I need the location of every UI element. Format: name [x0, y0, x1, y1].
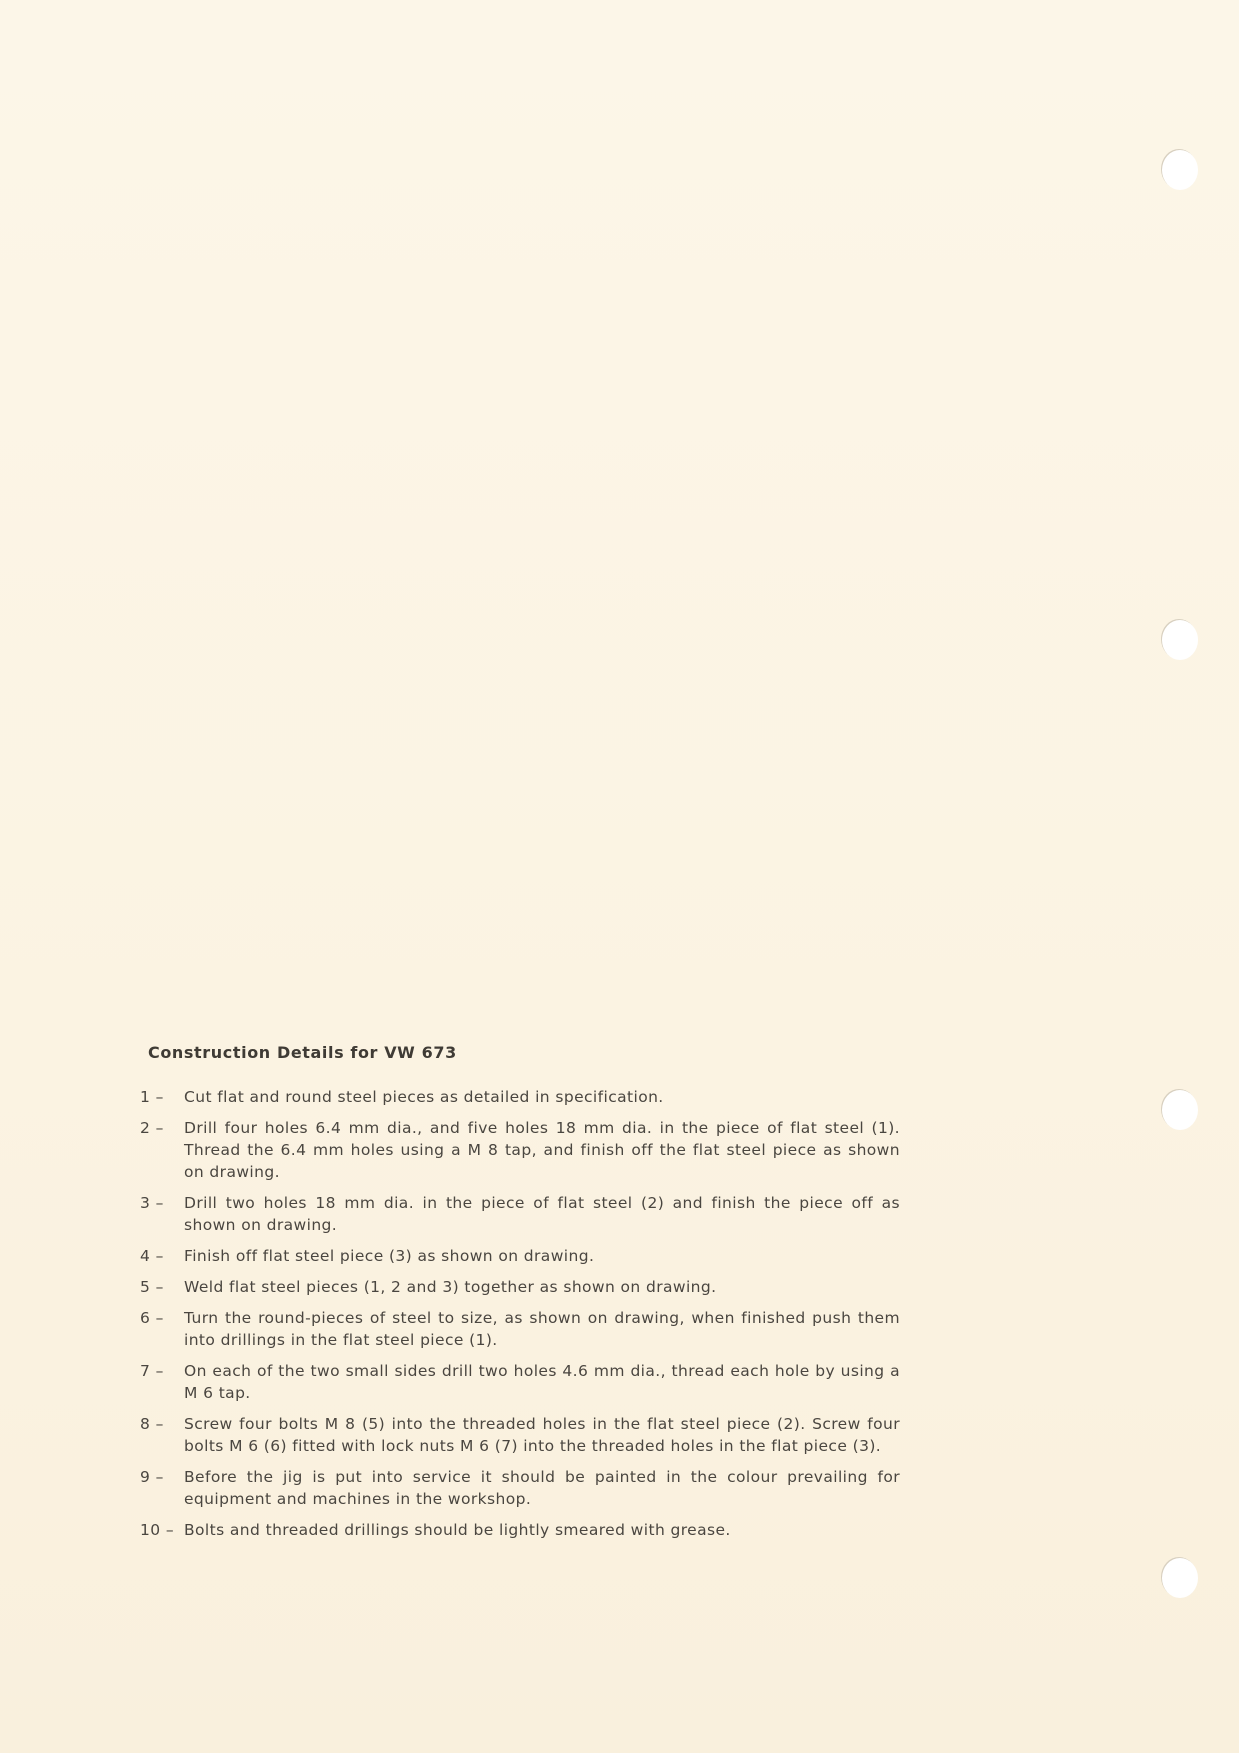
punch-hole-4	[1162, 1558, 1198, 1598]
step-text: On each of the two small sides drill two holes 4.6 mm dia., thread each hole by using a M 6 tap.	[184, 1362, 900, 1402]
step-number: 7 –	[140, 1362, 164, 1380]
step-item	[140, 1360, 900, 1404]
step-number: 8 –	[140, 1415, 164, 1433]
step-number: 2 –	[140, 1119, 164, 1137]
step-number: 4 –	[140, 1247, 164, 1265]
step-item	[140, 1307, 900, 1351]
step-text: Before the jig is put into service it should be painted in the colour prevailing for equipment and machines in the workshop.	[184, 1468, 900, 1508]
step-number: 5 –	[140, 1278, 164, 1296]
step-item	[140, 1192, 900, 1236]
punch-hole-3	[1162, 1090, 1198, 1130]
step-text: Finish off flat steel piece (3) as shown on drawing.	[184, 1247, 595, 1265]
step-text: Drill four holes 6.4 mm dia., and five holes 18 mm dia. in the piece of flat steel (1). Thread the 6.4 mm holes using a M 8 tap, and finish off the flat steel piece as shown on drawing.	[184, 1119, 900, 1181]
document-title: Construction Details for VW 673	[148, 1043, 457, 1062]
step-item	[140, 1086, 900, 1108]
construction-steps-list	[140, 1086, 900, 1550]
step-text: Turn the round-pieces of steel to size, as shown on drawing, when finished push them into drillings in the flat steel piece (1).	[184, 1309, 900, 1349]
step-item	[140, 1413, 900, 1457]
step-item	[140, 1245, 900, 1267]
step-number: 1 –	[140, 1088, 164, 1106]
step-number: 9 –	[140, 1468, 164, 1486]
punch-hole-2	[1162, 620, 1198, 660]
step-number: 6 –	[140, 1309, 164, 1327]
step-text: Drill two holes 18 mm dia. in the piece of flat steel (2) and finish the piece off as shown on drawing.	[184, 1194, 900, 1234]
punch-hole-1	[1162, 150, 1198, 190]
step-item	[140, 1466, 900, 1510]
step-number: 10 –	[140, 1521, 175, 1539]
step-number: 3 –	[140, 1194, 164, 1212]
step-text: Bolts and threaded drillings should be lightly smeared with grease.	[184, 1521, 731, 1539]
step-item	[140, 1117, 900, 1183]
step-text: Screw four bolts M 8 (5) into the threaded holes in the flat steel piece (2). Screw four bolts M 6 (6) fitted with lock nuts M 6 (7) into the threaded holes in the flat piece (3).	[184, 1415, 900, 1455]
step-item	[140, 1519, 900, 1541]
step-text: Cut flat and round steel pieces as detailed in specification.	[184, 1088, 664, 1106]
step-text: Weld flat steel pieces (1, 2 and 3) together as shown on drawing.	[184, 1278, 717, 1296]
step-item	[140, 1276, 900, 1298]
